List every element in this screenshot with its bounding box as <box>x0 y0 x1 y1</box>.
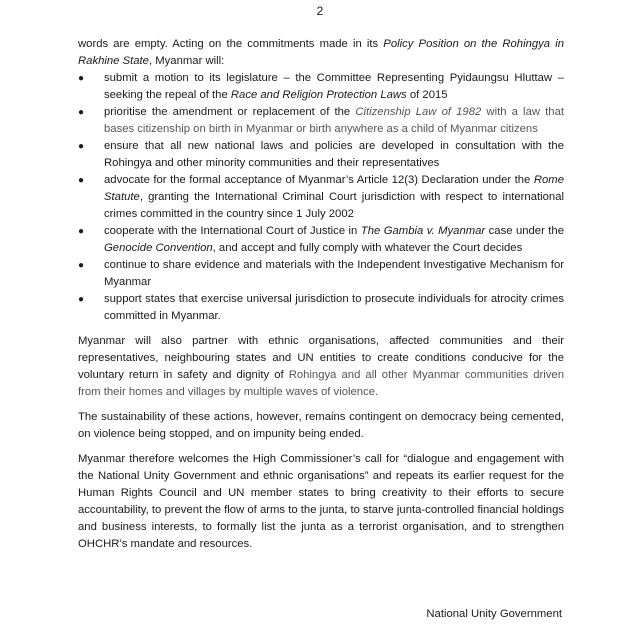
bullet-icon: ● <box>78 226 85 237</box>
sustainability-paragraph: The sustainability of these actions, however, remains contingent on democracy being cemented, on violence being stopped, and on impunity being ended. <box>78 411 564 440</box>
bullet-icon: ● <box>78 107 85 118</box>
commitments-list <box>78 70 564 325</box>
list-item: ● continue to share evidence and materials with the Independent Investigative Mechanism for Myanmar <box>78 259 564 288</box>
list-item: ● advocate for the formal acceptance of Myanmar’s Article 12(3) Declaration under the Rome Statute, granting the International Criminal Court jurisdiction with respect to international crimes committed in the country since 1 July 2002 <box>78 174 564 220</box>
partnership-paragraph: Myanmar will also partner with ethnic organisations, affected communities and their representatives, neighbouring states and UN entities to create conditions conducive for the voluntary return in safety and dignity of Rohingya and all other Myanmar communities driven from their homes and villages by multiple waves of violence. <box>78 335 565 398</box>
document-body <box>78 36 564 553</box>
intro-text-start: words are empty. Acting on the commitments made in its <box>78 38 384 50</box>
intro-text-end: , Myanmar will: <box>148 55 225 67</box>
bullet-icon: ● <box>78 73 85 84</box>
list-item: ● ensure that all new national laws and policies are developed in consultation with the Rohingya and other minority communities and their representatives <box>78 140 564 169</box>
intro-paragraph <box>78 36 564 70</box>
page-number: 2 <box>316 4 324 18</box>
bullet-icon: ● <box>78 175 85 186</box>
welcome-paragraph: Myanmar therefore welcomes the High Commissioner’s call for “dialogue and engagement with the National Unity Government and ethnic organisations” and repeats its earlier request for the Human Rights Council and UN member states to bring creativity to their efforts to secure accountability, to prevent the flow of arms to the junta, to starve junta-controlled financial holdings and business interests, to formally list the junta as a terrorist organisation, and to strengthen OHCHR’s mandate and resources. <box>78 453 564 550</box>
list-item: ● cooperate with the International Court of Justice in The Gambia v. Myanmar case under the Genocide Convention, and accept and fully comply with whatever the Court decides <box>78 225 564 254</box>
footer-organisation: National Unity Government <box>426 608 562 620</box>
bullet-icon: ● <box>78 294 85 305</box>
policy-title: Policy Position on the Rohingya in Rakhine State <box>78 38 564 67</box>
list-item: ● support states that exercise universal jurisdiction to prosecute individuals for atrocity crimes committed in Myanmar. <box>78 293 564 322</box>
bullet-icon: ● <box>78 260 85 271</box>
bullet-icon: ● <box>78 141 85 152</box>
list-item: ● prioritise the amendment or replacement of the Citizenship Law of 1982 with a law that bases citizenship on birth in Myanmar or birth anywhere as a child of Myanmar citizens <box>78 106 564 135</box>
list-item: ● submit a motion to its legislature – the Committee Representing Pyidaungsu Hluttaw – seeking the repeal of the Race and Religion Protection Laws of 2015 <box>78 72 564 101</box>
